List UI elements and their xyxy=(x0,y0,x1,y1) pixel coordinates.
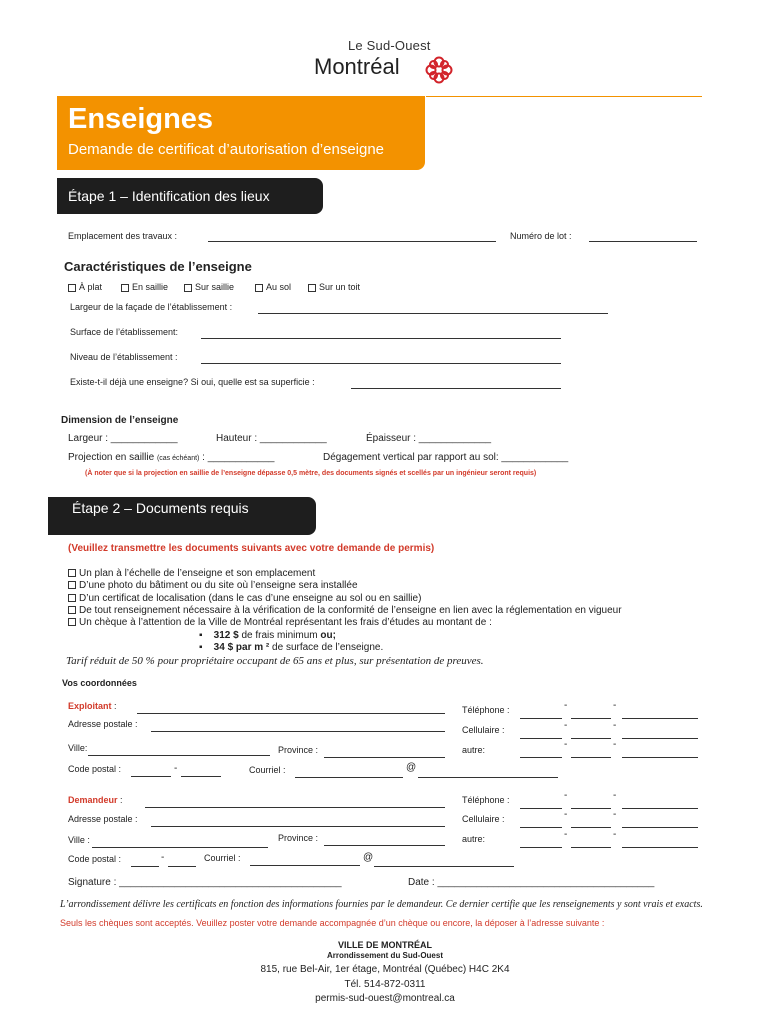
lot-field[interactable] xyxy=(589,241,697,242)
footer-ville: VILLE DE MONTRÉAL xyxy=(338,940,432,950)
footer-tel: Tél. 514-872-0311 xyxy=(344,979,426,990)
tel2-c[interactable] xyxy=(622,808,698,809)
tel1-b[interactable] xyxy=(571,718,611,719)
province-label: Province : xyxy=(278,745,319,755)
exploitant-field[interactable] xyxy=(137,713,445,714)
date-field[interactable]: Date : _______________________________________ xyxy=(408,877,655,888)
surface-label: Surface de l’établissement: xyxy=(70,327,179,337)
cell1-b[interactable] xyxy=(571,738,611,739)
checkbox-icon xyxy=(68,618,76,626)
checkbox-icon xyxy=(255,284,263,292)
telephone-label: Téléphone : xyxy=(462,705,510,715)
autre2-b[interactable] xyxy=(571,847,611,848)
signature-field[interactable]: Signature : ________________________________________ xyxy=(68,877,342,888)
tel1-a[interactable] xyxy=(520,718,562,719)
ville-label: Ville : xyxy=(68,835,90,845)
list-item: Un plan à l’échelle de l’enseigne et son emplacement xyxy=(68,568,315,579)
footer-arrondissement: Arrondissement du Sud-Ouest xyxy=(326,951,443,960)
list-item: D’un certificat de localisation (dans le cas d’une enseigne au sol ou en saillie) xyxy=(68,593,421,604)
page-title: Enseignes xyxy=(68,103,214,135)
checkbox-icon xyxy=(68,284,76,292)
surface-field[interactable] xyxy=(201,338,561,339)
at-sign: @ xyxy=(363,852,374,863)
exploitant-cp1-field[interactable] xyxy=(131,776,171,777)
cheques-note: Seuls les chèques sont acceptés. Veuillez poster votre demande accompagnée d’un chèque ou encore, la déposer à l’adresse suivante : xyxy=(60,918,605,928)
courriel-label: Courriel : xyxy=(204,853,241,863)
checkbox-icon xyxy=(184,284,192,292)
cellulaire-label: Cellulaire : xyxy=(462,814,505,824)
opt-sur-saillie[interactable]: Sur saillie xyxy=(184,282,234,292)
autre1-a[interactable] xyxy=(520,757,562,758)
demandeur-ville-field[interactable] xyxy=(92,847,268,848)
dimension-title: Dimension de l’enseigne xyxy=(61,415,179,426)
demandeur-courriel-domain[interactable] xyxy=(374,866,514,867)
largeur-facade-field[interactable] xyxy=(258,313,608,314)
telephone-label: Téléphone : xyxy=(462,795,510,805)
at-sign: @ xyxy=(406,762,417,773)
cell2-a[interactable] xyxy=(520,827,562,828)
autre-label: autre: xyxy=(462,745,486,755)
existe-label: Existe-t-il déjà une enseigne? Si oui, quelle est sa superficie : xyxy=(70,377,315,387)
demandeur-field[interactable] xyxy=(145,807,445,808)
footer-email[interactable]: permis-sud-ouest@montreal.ca xyxy=(315,993,455,1004)
cell2-c[interactable] xyxy=(622,827,698,828)
autre1-c[interactable] xyxy=(622,757,698,758)
tel1-c[interactable] xyxy=(622,718,698,719)
demandeur-cp2-field[interactable] xyxy=(168,866,196,867)
epaisseur-field[interactable]: Épaisseur : _____________ xyxy=(366,433,492,444)
opt-sur-un-toit[interactable]: Sur un toit xyxy=(308,282,360,292)
existe-field[interactable] xyxy=(351,388,561,389)
exploitant-ville-field[interactable] xyxy=(88,755,270,756)
code-postal-label: Code postal : xyxy=(68,854,122,864)
tel2-b[interactable] xyxy=(571,808,611,809)
checkbox-icon xyxy=(68,569,76,577)
exploitant-courriel-user[interactable] xyxy=(295,777,403,778)
autre1-b[interactable] xyxy=(571,757,611,758)
exploitant-cp2-field[interactable] xyxy=(181,776,221,777)
etape2-title: Étape 2 – Documents requis xyxy=(72,500,249,516)
autre-label: autre: xyxy=(462,834,486,844)
header-rule xyxy=(426,96,702,97)
emplacement-field[interactable] xyxy=(208,241,496,242)
fee-minimum: ▪ 312 $ de frais minimum ou; xyxy=(199,630,336,641)
degagement-field[interactable]: Dégagement vertical par rapport au sol: ____________ xyxy=(323,452,569,463)
coordonnees-title: Vos coordonnées xyxy=(62,678,137,688)
opt-en-saillie[interactable]: En saillie xyxy=(121,282,168,292)
adresse-label: Adresse postale : xyxy=(68,719,138,729)
list-item: De tout renseignement nécessaire à la vérification de la conformité de l’enseigne en lien avec la réglementation en vigueur xyxy=(68,605,622,616)
cell2-b[interactable] xyxy=(571,827,611,828)
tarif-reduit: Tarif réduit de 50 % pour propriétaire occupant de 65 ans et plus, sur présentation de preuves. xyxy=(66,655,484,667)
opt-au-sol[interactable]: Au sol xyxy=(255,282,291,292)
cell1-c[interactable] xyxy=(622,738,698,739)
exploitant-courriel-domain[interactable] xyxy=(418,777,558,778)
etape1-title: Étape 1 – Identification des lieux xyxy=(68,188,270,204)
checkbox-icon xyxy=(68,594,76,602)
opt-a-plat[interactable]: À plat xyxy=(68,282,102,292)
courriel-label: Courriel : xyxy=(249,765,286,775)
checkbox-icon xyxy=(308,284,316,292)
demandeur-label: Demandeur : xyxy=(68,795,123,805)
largeur-field[interactable]: Largeur : ____________ xyxy=(68,433,178,444)
demandeur-province-field[interactable] xyxy=(324,845,445,846)
disclaimer: L’arrondissement délivre les certificats en fonction des informations fournies par le demandeur. Ce dernier certifie que les renseignements y sont vrais et exacts. xyxy=(60,899,703,910)
checkbox-icon xyxy=(68,581,76,589)
cell1-a[interactable] xyxy=(520,738,562,739)
ville-label: Ville: xyxy=(68,743,88,753)
hauteur-field[interactable]: Hauteur : ____________ xyxy=(216,433,327,444)
list-item: D’une photo du bâtiment ou du site où l’enseigne sera installée xyxy=(68,580,358,591)
projection-field[interactable]: Projection en saillie (cas échéant) : ____________ xyxy=(68,452,275,463)
niveau-label: Niveau de l’établissement : xyxy=(70,352,178,362)
footer-adresse: 815, rue Bel-Air, 1er étage, Montréal (Québec) H4C 2K4 xyxy=(260,964,510,975)
code-postal-label: Code postal : xyxy=(68,764,122,774)
lot-label: Numéro de lot : xyxy=(510,231,572,241)
list-item: Un chèque à l’attention de la Ville de Montréal représentant les frais d’études au montant de : xyxy=(68,617,492,628)
adresse-label: Adresse postale : xyxy=(68,814,138,824)
logo-title: Montréal xyxy=(314,54,400,79)
exploitant-province-field[interactable] xyxy=(324,757,445,758)
caracteristiques-title: Caractéristiques de l’enseigne xyxy=(64,259,252,274)
exploitant-label: Exploitant : xyxy=(68,701,117,711)
emplacement-label: Emplacement des travaux : xyxy=(68,231,178,241)
logo-subtitle: Le Sud-Ouest xyxy=(348,38,431,53)
demandeur-cp1-field[interactable] xyxy=(131,866,159,867)
checkbox-icon xyxy=(121,284,129,292)
checkbox-icon xyxy=(68,606,76,614)
cellulaire-label: Cellulaire : xyxy=(462,725,505,735)
fee-surface: ▪ 34 $ par m ² de surface de l’enseigne. xyxy=(199,642,384,653)
province-label: Province : xyxy=(278,833,319,843)
projection-note: (À noter que si la projection en saillie de l’enseigne dépasse 0,5 mètre, des documents signés et scellés par un ingénieur seront requis) xyxy=(85,470,537,477)
largeur-facade-label: Largeur de la façade de l’établissement : xyxy=(70,302,233,312)
montreal-rosette-icon xyxy=(424,55,454,85)
autre2-c[interactable] xyxy=(622,847,698,848)
autre2-a[interactable] xyxy=(520,847,562,848)
demandeur-adresse-field[interactable] xyxy=(151,826,445,827)
tel2-a[interactable] xyxy=(520,808,562,809)
documents-instruction: (Veuillez transmettre les documents suivants avec votre demande de permis) xyxy=(68,543,435,554)
exploitant-adresse-field[interactable] xyxy=(151,731,445,732)
page-subtitle: Demande de certificat d’autorisation d’enseigne xyxy=(68,141,385,158)
niveau-field[interactable] xyxy=(201,363,561,364)
demandeur-courriel-user[interactable] xyxy=(250,865,360,866)
